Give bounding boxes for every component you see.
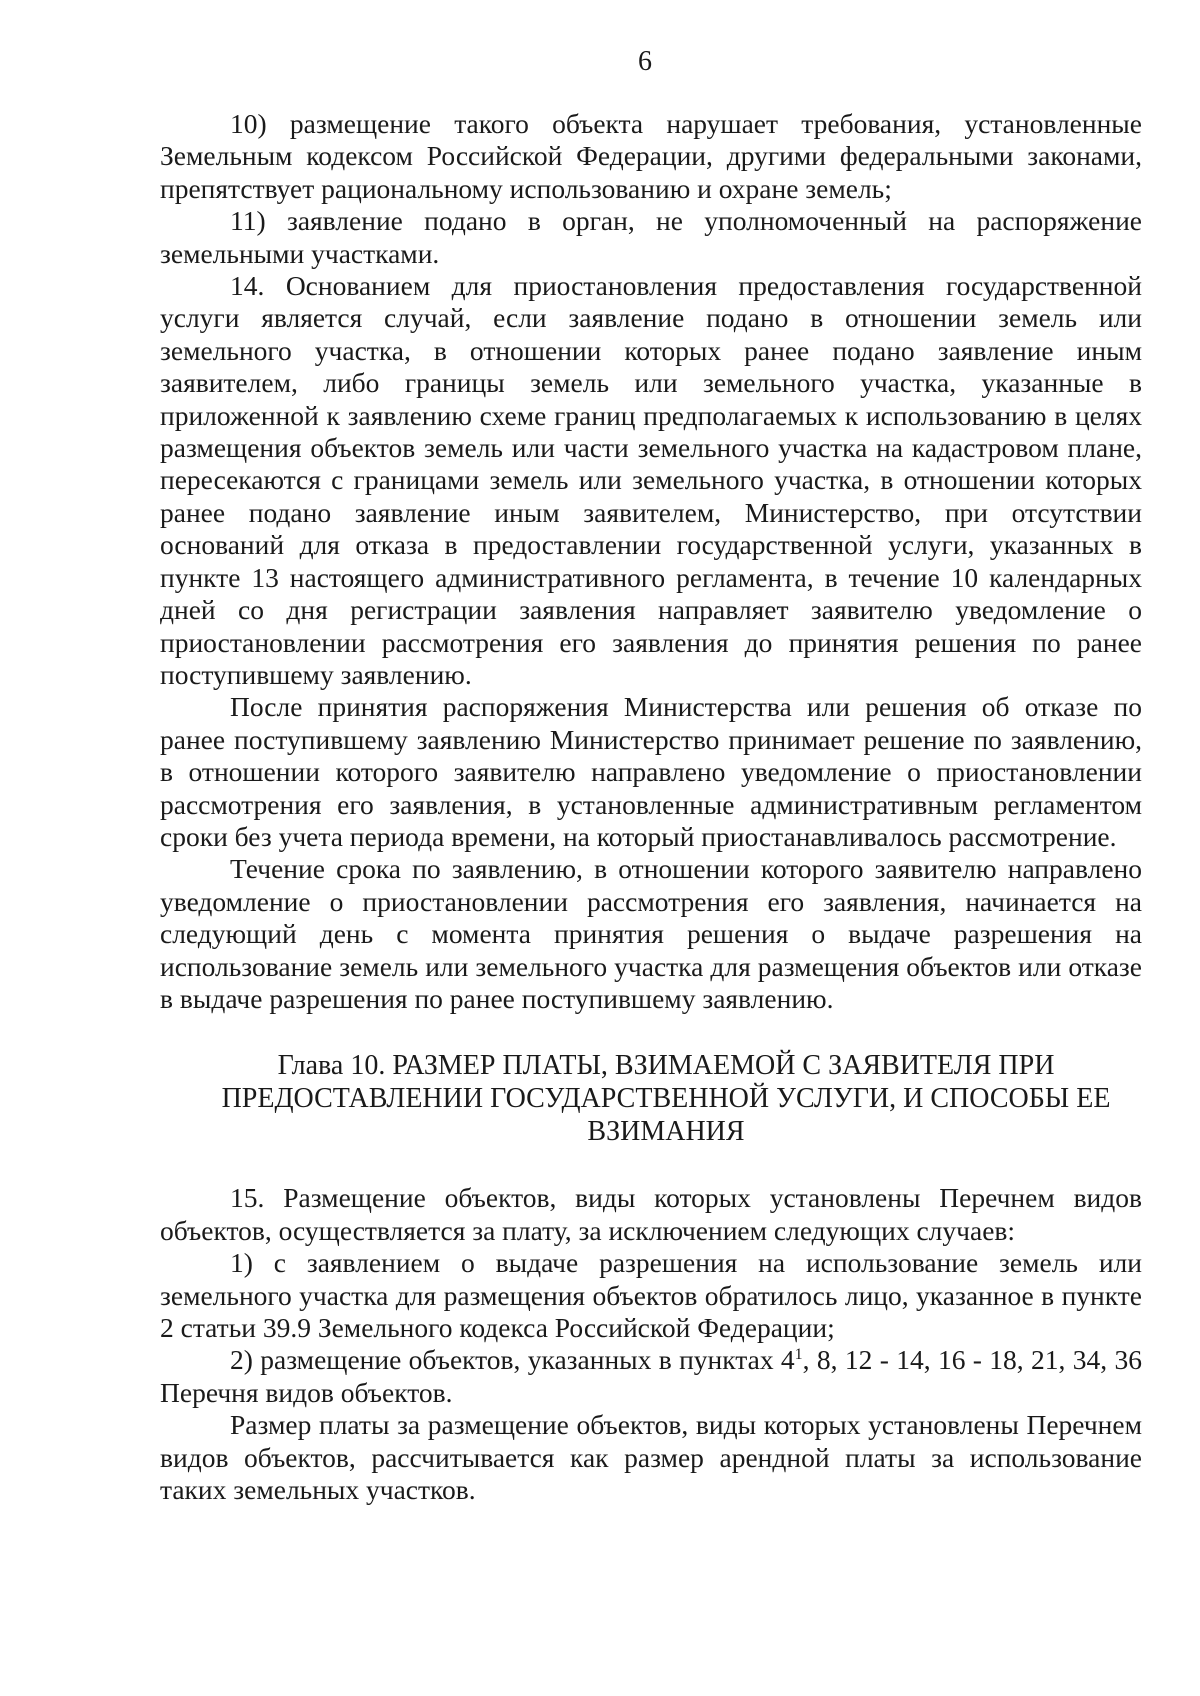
- paragraph-exception-2: [160, 1344, 1142, 1409]
- paragraph-item-10: 10) размещение такого объекта нарушает требования, установленные Земельным кодексом Российской Федерации, другими федеральными законами, препятствует рациональному использованию и охране земель;: [160, 108, 1142, 204]
- chapter-heading: [160, 1049, 1142, 1148]
- paragraph-fee-size: Размер платы за размещение объектов, виды которых установлены Перечнем видов объектов, рассчитывается как размер арендной платы за использование таких земельных участков.: [160, 1409, 1142, 1506]
- paragraph-clause-14: 14. Основанием для приостановления предоставления государственной услуги является случай, если заявление подано в отношении земель или земельного участка, в отношении которых ранее подано заявление иным заявителем, либо границы земель или земельного участка, указанные в приложенной к заявлению схеме границ предполагаемых к использованию в целях размещения объектов земель или части земельного участка на кадастровом плане, пересекаются с границами земель или земельного участка, в отношении которых ранее подано заявление иным заявителем, Министерство, при отсутствии оснований для отказа в предоставлении государственной услуги, указанных в пункте 13 настоящего административного регламента, в течение 10 календарных дней со дня регистрации заявления направляет заявителю уведомление о приостановлении рассмотрения его заявления до принятия решения по ранее поступившему заявлению.: [160, 270, 1142, 690]
- exception-2-text: 2) размещение объектов, указанных в пунктах 4: [230, 1344, 795, 1376]
- paragraph-exception-1: 1) с заявлением о выдаче разрешения на использование земель или земельного участка для размещения объектов обратилось лицо, указанное в пункте 2 статьи 39.9 Земельного кодекса Российской Федерации;: [160, 1247, 1142, 1343]
- paragraph-clause-15: 15. Размещение объектов, виды которых установлены Перечнем видов объектов, осуществляется за плату, за исключением следующих случаев:: [160, 1182, 1142, 1246]
- superscript-index: 1: [794, 1346, 803, 1364]
- page-number: 6: [638, 46, 652, 77]
- exception-2-text-cont: , 8, 12 - 14, 16 - 18, 21, 34, 36 Перечня видов объектов.: [160, 1344, 1142, 1408]
- chapter-heading-line-2: ПРЕДОСТАВЛЕНИИ ГОСУДАРСТВЕННОЙ УСЛУГИ, И СПОСОБЫ ЕЕ: [221, 1083, 1111, 1115]
- chapter-heading-line-1: Глава 10. РАЗМЕР ПЛАТЫ, ВЗИМАЕМОЙ С ЗАЯВИТЕЛЯ ПРИ: [277, 1050, 1055, 1082]
- paragraph-after-decision: После принятия распоряжения Министерства или решения об отказе по ранее поступившему заявлению Министерство принимает решение по заявлению, в отношении которого заявителю направлено уведомление о приостановлении рассмотрения его заявления, в установленные административным регламентом сроки без учета периода времени, на который приостанавливалось рассмотрение.: [160, 691, 1142, 852]
- paragraph-term-start: Течение срока по заявлению, в отношении которого заявителю направлено уведомление о приостановлении рассмотрения его заявления, начинается на следующий день с момента принятия решения о выдаче разрешения на использование земель или земельного участка для размещения объектов или отказе в выдаче разрешения по ранее поступившему заявлению.: [160, 853, 1142, 1014]
- document-body: [160, 108, 1142, 1506]
- chapter-heading-line-3: ВЗИМАНИЯ: [587, 1116, 745, 1148]
- paragraph-item-11: 11) заявление подано в орган, не уполномоченный на распоряжение земельными участками.: [160, 205, 1142, 269]
